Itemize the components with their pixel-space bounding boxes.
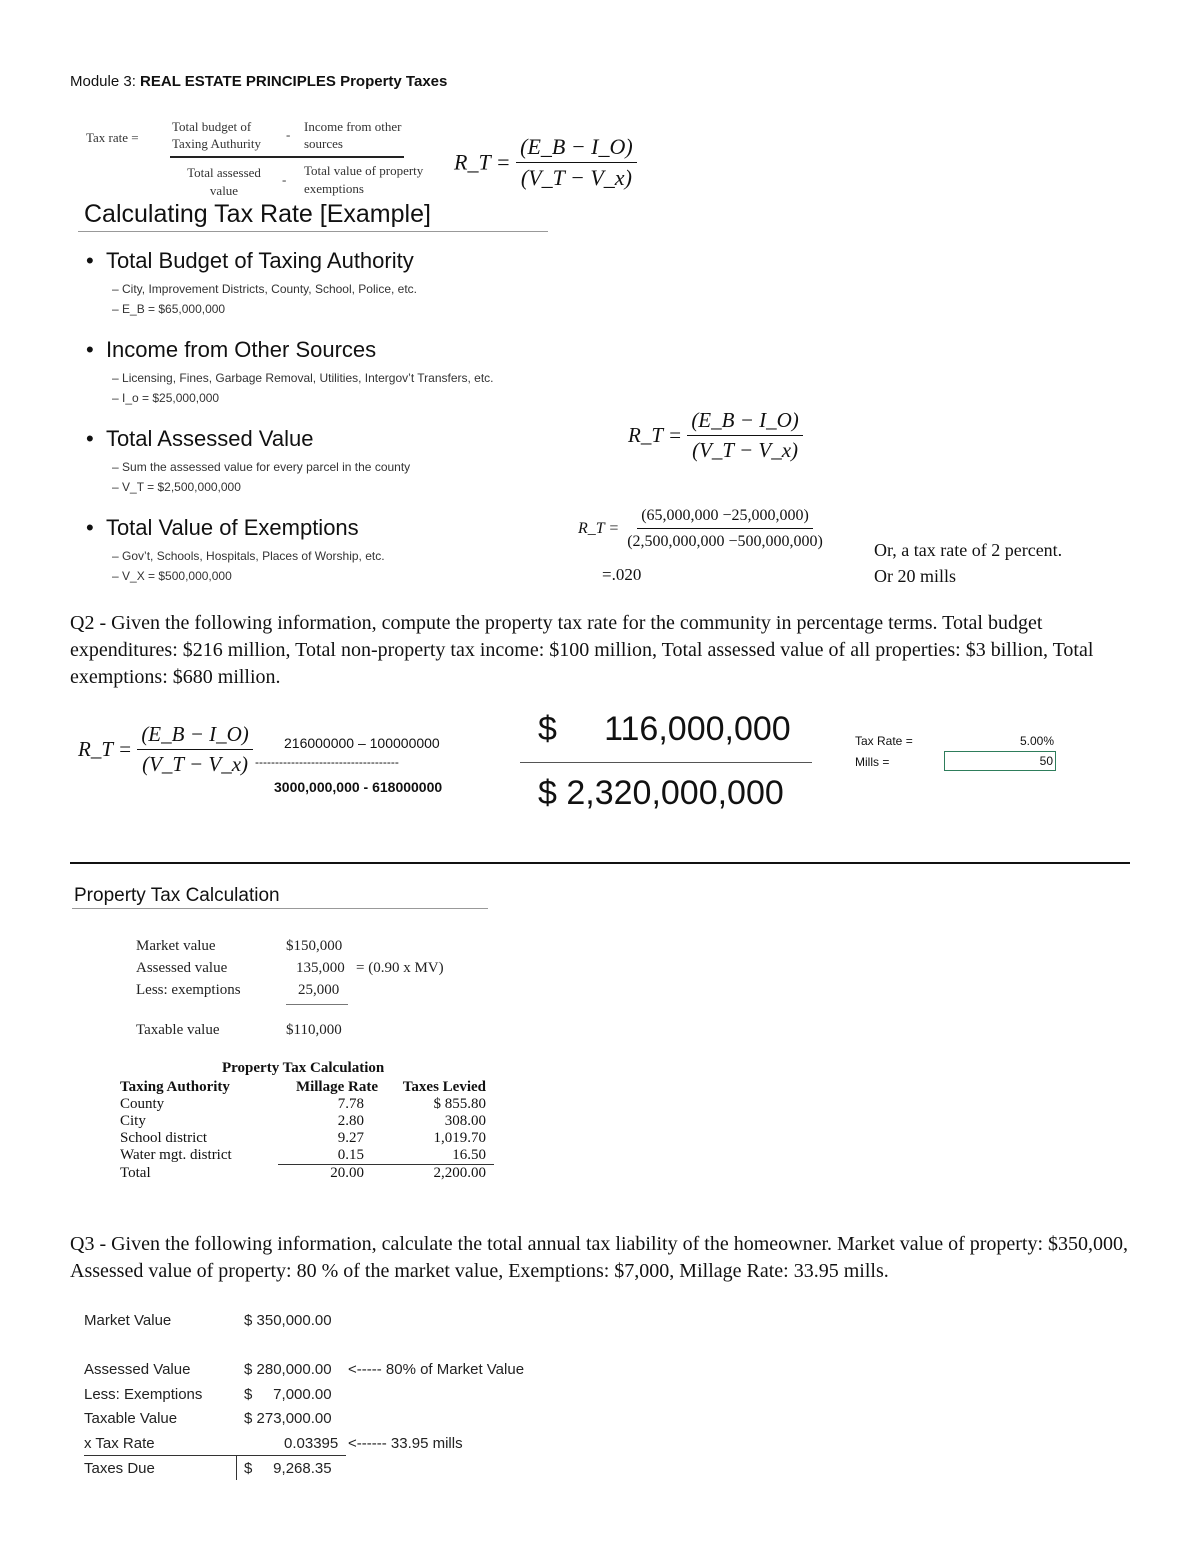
cell: 308.00 — [444, 1113, 486, 1129]
cell: County — [120, 1096, 165, 1112]
table-row — [120, 1165, 494, 1183]
ptc-line-label: Taxable value — [136, 1022, 220, 1038]
q2-tax-rate-label: Tax Rate = — [855, 734, 913, 748]
millage-table — [120, 1079, 494, 1182]
q2-den-expr: 3000,000,000 - 618000000 — [274, 779, 443, 795]
ptc-line-value: 135,000 — [296, 960, 345, 976]
bullet-sub: Licensing, Fines, Garbage Removal, Utilities, Intergov’t Transfers, etc. — [122, 371, 494, 385]
symbol-formula-mid — [628, 408, 803, 463]
example-bullet-4: • Total Value of Exemptions – Gov’t, Schools, Hospitals, Places of Worship, etc. – V_X = $500,000,000 — [86, 515, 385, 583]
example-bullet-3: • Total Assessed Value – Sum the assessed value for every parcel in the county – V_T = $2,500,000,000 — [86, 426, 411, 494]
ptc-heading: Property Tax Calculation — [74, 885, 280, 906]
col-header: Millage Rate — [295, 1079, 378, 1095]
symbol-formula-num: (E_B − I_O) — [687, 408, 802, 436]
word-formula-income: Income from other sources — [304, 119, 402, 151]
example-note-1: Or, a tax rate of 2 percent. — [874, 540, 1063, 560]
q3-label: Taxable Value — [84, 1410, 178, 1427]
q2-mills-label: Mills = — [855, 755, 890, 769]
bullet-sub: E_B = $65,000,000 — [122, 302, 226, 316]
word-formula-assessed: Total assessed value — [187, 165, 261, 198]
q3-label: Taxes Due — [84, 1460, 155, 1477]
q3-value: $ 273,000.00 — [244, 1410, 332, 1427]
q3-total-rule — [84, 1455, 346, 1456]
ptc-line-rule — [286, 1004, 348, 1005]
symbol-formula-lhs: R_T = — [78, 737, 133, 761]
q2-dashes: ------------------------------------ — [255, 755, 399, 769]
cell: 2.80 — [337, 1113, 364, 1129]
q3-label: Less: Exemptions — [84, 1386, 203, 1403]
cell: School district — [120, 1130, 208, 1146]
symbol-formula-den: (V_T − V_x) — [520, 165, 632, 190]
q2-den-result: $ 2,320,000,000 — [538, 774, 784, 812]
word-formula-bar — [170, 156, 404, 158]
cell: Total — [120, 1164, 151, 1181]
q3-value: $ 7,000.00 — [244, 1386, 332, 1403]
bullet-title: Total Budget of Taxing Authority — [105, 248, 414, 273]
example-title: Calculating Tax Rate [Example] — [84, 200, 431, 228]
bullet-sub: V_X = $500,000,000 — [122, 569, 232, 583]
symbol-formula-den: (V_T − V_x) — [142, 752, 249, 776]
cell: 0.15 — [337, 1147, 364, 1163]
bullet-sub: Sum the assessed value for every parcel in the county — [122, 460, 411, 474]
q3-value: $ 9,268.35 — [244, 1460, 332, 1477]
symbol-formula-lhs: R_T = — [454, 149, 511, 175]
q2-tax-rate-value: 5.00% — [1019, 734, 1054, 748]
q2-text: Q2 - Given the following information, compute the property tax rate for the community in percentage terms. Total budget expenditures: $216 million, Total non-property tax income: $100 million, Total assessed value of all properties: $3 billion, Total exemptions: $680 million. — [70, 612, 1094, 688]
q3-text: Q3 - Given the following information, calculate the total annual tax liability of the homeowner. Market value of property: $350,000, Assessed value of property: 80 % of the market value, Exemptions: $7,000, Millage Rate: 33.95 mills. — [70, 1233, 1129, 1282]
ptc-line-value: 25,000 — [298, 982, 340, 998]
symbol-formula-lhs: R_T = — [628, 423, 683, 447]
cell: 16.50 — [452, 1147, 486, 1163]
example-note-2: Or 20 mills — [874, 566, 957, 586]
table-row — [120, 1147, 494, 1165]
table-row — [120, 1130, 494, 1147]
q3-note: <------ 33.95 mills — [348, 1435, 463, 1452]
ptc-line-note: = (0.90 x MV) — [356, 960, 444, 976]
example-calc — [578, 507, 827, 551]
example-calc-num: (65,000,000 −25,000,000) — [637, 507, 813, 529]
cell: 7.78 — [337, 1096, 364, 1112]
ptc-line-label: Assessed value — [136, 960, 228, 976]
word-formula-lhs: Tax rate = — [86, 130, 139, 145]
bullet-title: Income from Other Sources — [105, 337, 377, 362]
table-row — [120, 1113, 494, 1130]
example-title-rule — [78, 231, 548, 232]
example-calc-result: =.020 — [602, 565, 642, 584]
q2-mills-value: 50 — [944, 751, 1056, 771]
example-calc-den: (2,500,000,000 −500,000,000) — [627, 533, 823, 550]
q3-cell-border — [236, 1456, 237, 1480]
bullet-title: Total Value of Exemptions — [105, 515, 359, 540]
symbol-formula-lhs: R_T = — [578, 520, 620, 537]
q3-label: Assessed Value — [84, 1361, 191, 1378]
ptc-line-label: Less: exemptions — [136, 982, 241, 998]
ptc-line-value: $150,000 — [286, 938, 343, 954]
symbol-formula-num: (E_B − I_O) — [137, 722, 252, 750]
q3-label: x Tax Rate — [84, 1435, 155, 1452]
header-title: REAL ESTATE PRINCIPLES Property Taxes — [140, 73, 448, 90]
q3-value: $ 350,000.00 — [244, 1312, 332, 1329]
bullet-sub: City, Improvement Districts, County, School, Police, etc. — [122, 282, 417, 296]
bullet-sub: V_T = $2,500,000,000 — [122, 480, 241, 494]
bullet-title: Total Assessed Value — [105, 426, 314, 451]
ptc-line-label: Market value — [136, 938, 216, 954]
ptc-table-title: Property Tax Calculation — [222, 1060, 385, 1076]
q3-note: <----- 80% of Market Value — [348, 1361, 525, 1378]
cell: 1,019.70 — [433, 1130, 486, 1146]
q3-value: 0.03395 — [284, 1435, 339, 1452]
q3-value: $ 280,000.00 — [244, 1361, 332, 1378]
section-divider — [70, 862, 1130, 864]
symbol-formula-top — [454, 134, 637, 191]
cell: 20.00 — [278, 1165, 386, 1183]
header-prefix: Module 3: — [70, 73, 136, 90]
symbol-formula-num: (E_B − I_O) — [516, 134, 637, 163]
word-formula-budget: Total budget of Taxing Authurity — [172, 119, 262, 151]
ptc-heading-rule — [72, 908, 488, 909]
q2-num-expr: 216000000 – 100000000 — [284, 735, 440, 751]
col-header: Taxing Authority — [120, 1079, 230, 1095]
page-header — [70, 73, 447, 90]
col-header: Taxes Levied — [402, 1079, 486, 1095]
example-bullet-2: • Income from Other Sources – Licensing, Fines, Garbage Removal, Utilities, Intergov’t Transfers, etc. – I_o = $25,000,000 — [86, 337, 494, 405]
cell: 2,200.00 — [386, 1165, 494, 1183]
ptc-line-value: $110,000 — [286, 1022, 342, 1038]
example-bullet-1: • Total Budget of Taxing Authority – City, Improvement Districts, County, School, Police, etc. – E_B = $65,000,000 — [86, 248, 417, 316]
word-formula-exemptions: Total value of property exemptions — [304, 163, 424, 196]
cell: $ 855.80 — [433, 1096, 486, 1112]
word-formula-minus: - — [286, 127, 291, 142]
word-formula — [86, 118, 436, 200]
q2-num-result: $ 116,000,000 — [538, 710, 791, 748]
cell: City — [120, 1113, 146, 1129]
table-row — [120, 1096, 494, 1113]
cell: 9.27 — [337, 1130, 364, 1146]
q2-result-bar — [520, 762, 812, 763]
symbol-formula-q2 — [78, 722, 253, 777]
bullet-sub: Gov’t, Schools, Hospitals, Places of Worship, etc. — [122, 549, 385, 563]
word-formula-minus-2: - — [282, 172, 287, 187]
cell: Water mgt. district — [120, 1147, 232, 1164]
symbol-formula-den: (V_T − V_x) — [692, 438, 799, 462]
q3-label: Market Value — [84, 1312, 172, 1329]
bullet-sub: I_o = $25,000,000 — [122, 391, 220, 405]
